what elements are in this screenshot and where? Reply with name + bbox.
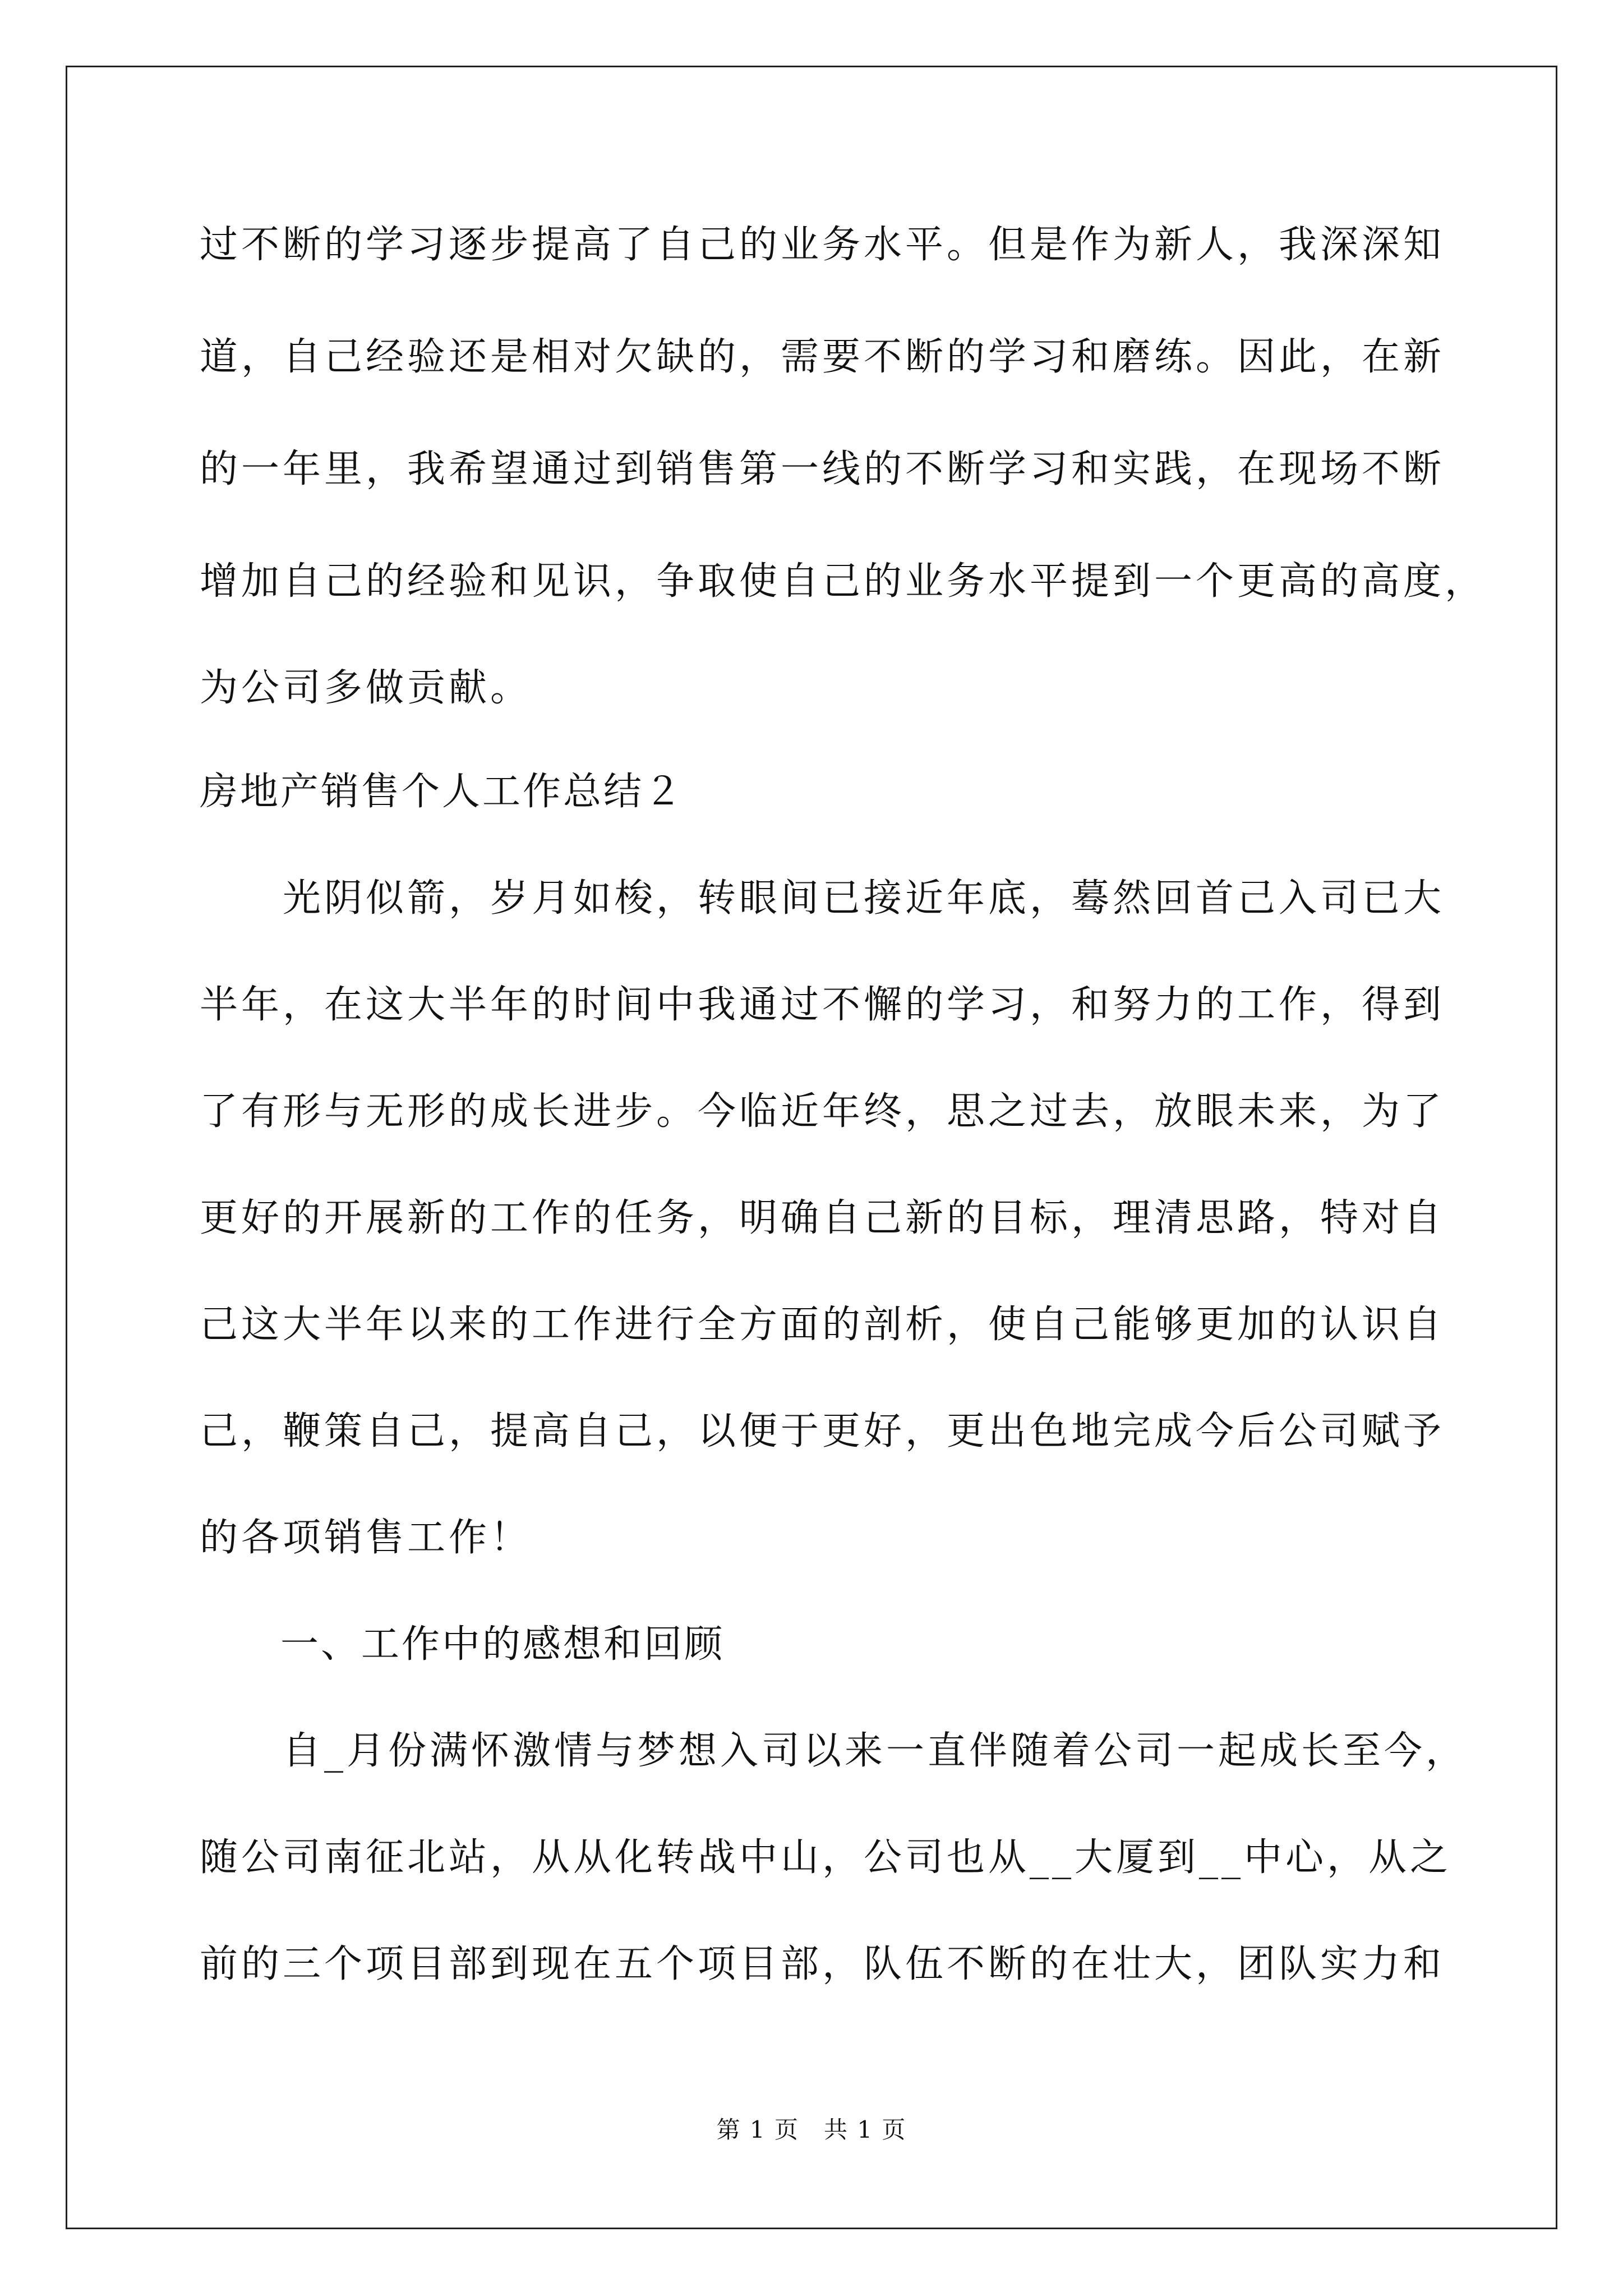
body-line: 自_月份满怀激情与梦想入司以来一直伴随着公司一起成长至今， [200,1729,1468,1773]
body-line: 为公司多做贡献。 [200,666,532,710]
body-line: 半年，在这大半年的时间中我通过不懈的学习，和努力的工作，得到 [200,983,1445,1027]
subsection-heading: 一、工作中的感想和回顾 [200,1622,725,1667]
body-line: 己这大半年以来的工作进行全方面的剖析，使自己能够更加的认识自 [200,1303,1445,1347]
body-line: 道，自己经验还是相对欠缺的，需要不断的学习和磨练。因此，在新 [200,335,1445,379]
page-footer: 第 1 页 共 1 页 [716,2116,907,2143]
body-line: 的一年里，我希望通过到销售第一线的不断学习和实践，在现场不断 [200,447,1445,491]
body-line: 更好的开展新的工作的任务，明确自己新的目标，理清思路，特对自 [200,1196,1445,1240]
body-line: 增加自己的经验和见识，争取使自己的业务水平提到一个更高的高度， [200,559,1487,604]
body-line: 的各项销售工作！ [200,1516,532,1560]
body-line: 光阴似箭，岁月如梭，转眼间已接近年底，蓦然回首己入司已大 [200,876,1445,921]
body-line: 前的三个项目部到现在五个项目部，队伍不断的在壮大，团队实力和 [200,1942,1445,1986]
page-border [66,66,1557,2229]
body-line: 过不断的学习逐步提高了自己的业务水平。但是作为新人，我深深知 [200,223,1445,267]
body-line: 了有形与无形的成长进步。今临近年终，思之过去，放眼未来，为了 [200,1089,1445,1134]
body-line: 己，鞭策自己，提高自己，以便于更好，更出色地完成今后公司赋予 [200,1409,1445,1453]
body-line: 随公司南征北站，从从化转战中山，公司也从__大厦到__中心，从之 [200,1835,1452,1880]
section-title: 房地产销售个人工作总结２ [200,770,685,814]
